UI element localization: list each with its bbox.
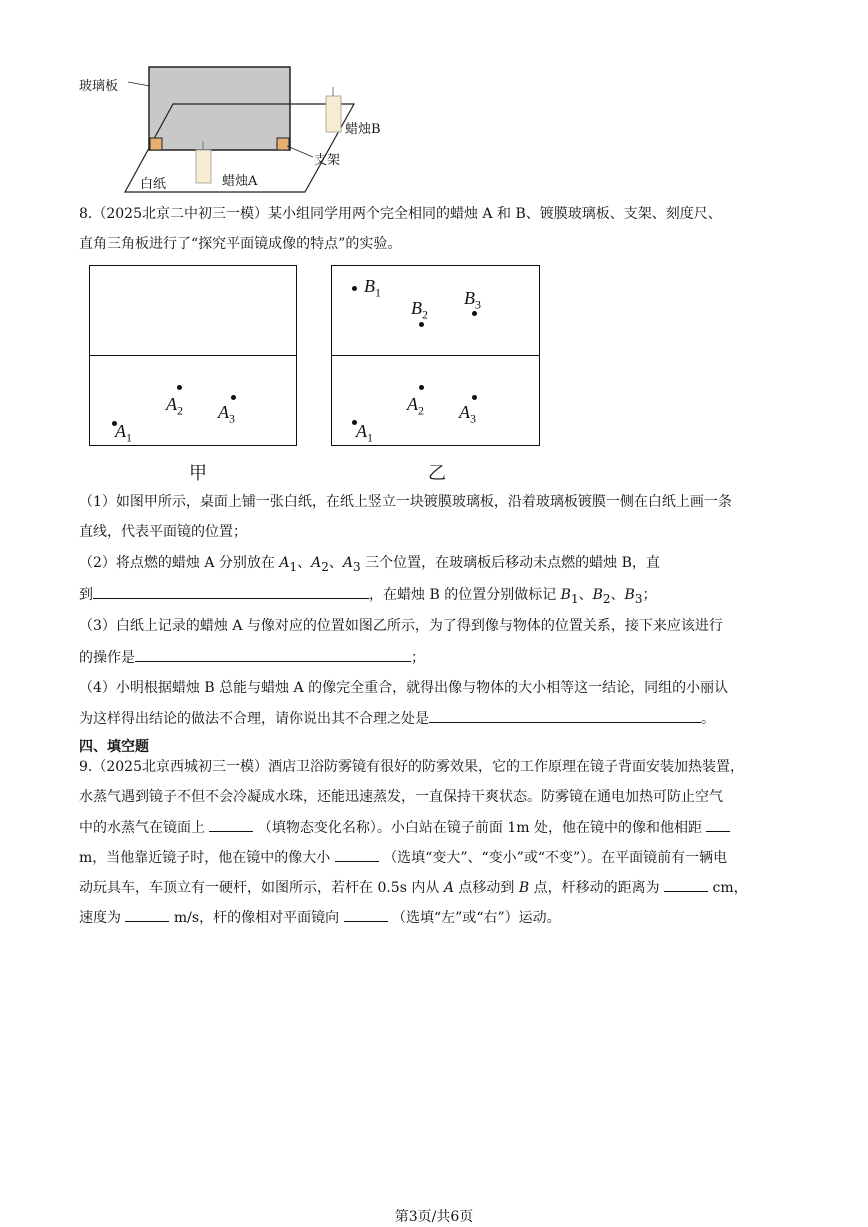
glass-leader-line (128, 82, 150, 86)
point-b1-label: $B_1$ (364, 276, 381, 300)
point-a3-label: $A_3$ (459, 402, 476, 426)
mirror-line (332, 355, 539, 356)
answer-blank[interactable] (93, 584, 369, 599)
point-b2-label: $B_2$ (411, 298, 428, 322)
q8-p2-line1: （2）将点燃的蜡烛 A 分别放在 $A_1$、$A_2$、$A_3$ 三个位置，在玻璃板后移动未点燃的蜡烛 B，直 (79, 555, 660, 574)
point-a3-dot (231, 395, 236, 400)
figure-yi (331, 265, 540, 446)
white-paper-label: 白纸 (140, 177, 167, 192)
mirror-line (90, 355, 296, 356)
answer-blank[interactable] (125, 907, 169, 922)
answer-blank[interactable] (664, 877, 708, 892)
q9-line2: 水蒸气遇到镜子不但不会冷凝成水珠，还能迅速蒸发，一直保持干爽状态。防雾镜在通电加热可防止空气 (79, 789, 723, 805)
candle-b-label: 蜡烛B (345, 122, 381, 137)
section-heading: 四、填空题 (79, 739, 149, 755)
figure-jia (89, 265, 297, 446)
q9-line3: 中的水蒸气在镜面上 （填物态变化名称）。小白站在镜子前面 1m 处，他在镜中的像和他相距 (79, 817, 730, 838)
stand-right (277, 138, 289, 150)
point-a1-label: $A_1$ (356, 421, 373, 445)
candle-a-label: 蜡烛A (222, 174, 258, 189)
candle-a (196, 150, 211, 183)
point-a2-dot (419, 385, 424, 390)
q9-line5: 动玩具车，车顶立有一硬杆，如图所示，若杆在 0.5s 内从 A 点移动到 B 点，杆移动的距离为 cm， (79, 877, 748, 898)
page-footer: 第3页/共6页 (394, 1209, 474, 1225)
figure-jia-caption: 甲 (189, 463, 207, 484)
q8-header-cont: 直角三角板进行了“探究平面镜成像的特点”的实验。 (79, 236, 402, 252)
answer-blank[interactable] (706, 817, 730, 832)
q8-p2-line2: 到 ，在蜡烛 B 的位置分别做标记 $B_1$、$B_2$、$B_3$； (79, 584, 656, 609)
q9-line1: 9.（2025北京西城初三一模）酒店卫浴防雾镜有很好的防雾效果，它的工作原理在镜子背面安装加热装置， (79, 759, 744, 775)
q8-p1-line2: 直线，代表平面镜的位置； (79, 524, 247, 540)
q8-header: 8.（2025北京二中初三一模）某小组同学用两个完全相同的蜡烛 A 和 B、镀膜玻璃板、支架、刻度尺、 (79, 206, 722, 222)
q8-p4-line2: 为这样得出结论的做法不合理，请你说出其不合理之处是 。 (79, 708, 715, 729)
point-b3-label: $B_3$ (464, 288, 481, 312)
point-a2-dot (177, 385, 182, 390)
stand-left (150, 138, 162, 150)
point-a1-label: $A_1$ (115, 421, 132, 445)
q9-line4: m，当他靠近镜子时，他在镜中的像大小 （选填“变大”、“变小”或“不变”）。在平面镜前有一辆电 (79, 847, 727, 868)
point-b1-dot (352, 286, 357, 291)
point-a2-label: $A_2$ (407, 394, 424, 418)
point-a2-label: $A_2$ (166, 394, 183, 418)
point-b2-dot (419, 322, 424, 327)
q8-p1-line1: （1）如图甲所示，桌面上铺一张白纸，在纸上竖立一块镀膜玻璃板，沿着玻璃板镀膜一侧在白纸上画一条 (79, 494, 732, 510)
point-a3-dot (472, 395, 477, 400)
answer-blank[interactable] (209, 817, 253, 832)
glass-plate-label: 玻璃板 (79, 79, 119, 94)
figure-yi-caption: 乙 (428, 463, 446, 484)
answer-blank[interactable] (429, 708, 701, 723)
q8-p3-line1: （3）白纸上记录的蜡烛 A 与像对应的位置如图乙所示，为了得到像与物体的位置关系，接下来应该进行 (79, 618, 723, 634)
stand-label: 支架 (314, 153, 341, 168)
q9-line6: 速度为 m/s，杆的像相对平面镜向 （选填“左”或“右”）运动。 (79, 907, 561, 928)
stand-leader-line (287, 146, 313, 157)
answer-blank[interactable] (135, 647, 411, 662)
candle-b (326, 96, 341, 132)
point-a3-label: $A_3$ (218, 402, 235, 426)
answer-blank[interactable] (335, 847, 379, 862)
q8-p4-line1: （4）小明根据蜡烛 B 总能与蜡烛 A 的像完全重合，就得出像与物体的大小相等这一结论，同组的小丽认 (79, 680, 729, 696)
answer-blank[interactable] (344, 907, 388, 922)
q8-p3-line2: 的操作是 ； (79, 647, 425, 668)
